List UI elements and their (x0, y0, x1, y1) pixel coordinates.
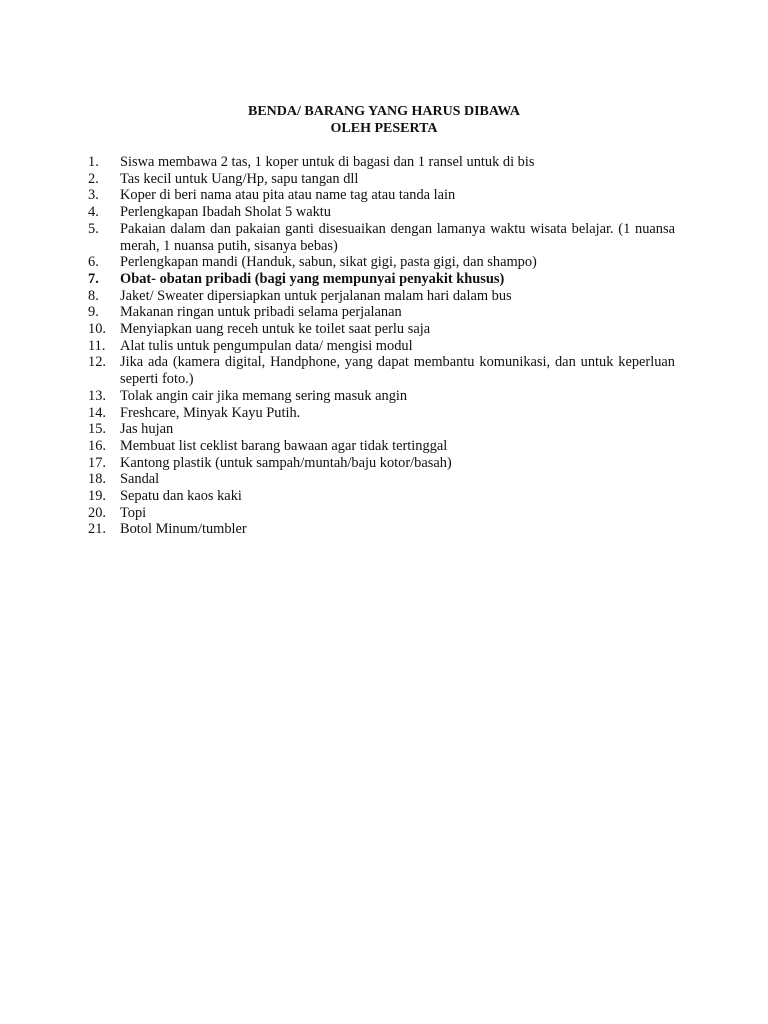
list-item (88, 321, 675, 338)
list-item (88, 471, 675, 488)
list-item (88, 154, 675, 171)
item-text: Membuat list ceklist barang bawaan agar tidak tertinggal (120, 437, 448, 454)
item-text: Obat- obatan pribadi (bagi yang mempunyai penyakit khusus) (120, 270, 505, 287)
item-text: Perlengkapan Ibadah Sholat 5 waktu (120, 204, 332, 221)
item-number: 20. (88, 504, 106, 521)
list-item (88, 171, 675, 188)
item-number: 1. (88, 154, 99, 170)
item-text: Jas hujan (120, 421, 174, 438)
item-text: Freshcare, Minyak Kayu Putih. (120, 404, 301, 421)
item-number: 3. (88, 187, 99, 204)
item-number: 15. (88, 421, 106, 438)
list-item (88, 521, 675, 538)
list-item (88, 187, 675, 204)
item-text: Siswa membawa 2 tas, 1 koper untuk di bagasi dan 1 ransel untuk di bis (120, 154, 535, 170)
item-number: 10. (88, 321, 106, 338)
list-item (88, 388, 675, 405)
item-text: Alat tulis untuk pengumpulan data/ mengisi modul (120, 337, 413, 354)
item-number: 14. (88, 404, 106, 421)
item-number: 7. (88, 270, 99, 287)
item-number: 17. (88, 454, 106, 471)
item-text: Botol Minum/tumbler (120, 521, 247, 538)
list-item (88, 304, 675, 321)
list-item (88, 505, 675, 522)
list-item (88, 354, 675, 387)
item-number: 11. (88, 337, 106, 354)
item-number: 2. (88, 170, 99, 187)
item-number: 13. (88, 387, 106, 404)
document-title (0, 103, 768, 137)
list-item (88, 221, 675, 254)
item-text: Tas kecil untuk Uang/Hp, sapu tangan dll (120, 170, 359, 187)
item-text: Menyiapkan uang receh untuk ke toilet saat perlu saja (120, 321, 431, 338)
item-text: Sandal (120, 471, 160, 488)
item-text: Pakaian dalam dan pakaian ganti disesuaikan dengan lamanya waktu wisata belajar. (1 nuansa merah, 1 nuansa putih, sisanya bebas) (120, 220, 675, 254)
item-text: Topi (120, 504, 147, 521)
item-text: Kantong plastik (untuk sampah/muntah/baju kotor/basah) (120, 454, 452, 471)
title-line-1: BENDA/ BARANG YANG HARUS DIBAWA (247, 104, 520, 119)
item-number: 18. (88, 471, 106, 488)
list-item (88, 204, 675, 221)
list-item (88, 288, 675, 305)
item-number: 5. (88, 220, 99, 237)
list-item-emphasized (88, 271, 675, 288)
list-item (88, 438, 675, 455)
item-number: 19. (88, 488, 106, 505)
item-number: 21. (88, 521, 106, 538)
list-item (88, 254, 675, 271)
item-number: 9. (88, 304, 99, 321)
list-item (88, 405, 675, 422)
item-number: 12. (88, 354, 106, 371)
item-text: Koper di beri nama atau pita atau name tag atau tanda lain (120, 187, 456, 204)
item-text: Perlengkapan mandi (Handuk, sabun, sikat gigi, pasta gigi, dan shampo) (120, 254, 537, 271)
item-number: 4. (88, 204, 99, 221)
list-item (88, 455, 675, 472)
item-text: Sepatu dan kaos kaki (120, 488, 242, 505)
list-item (88, 338, 675, 355)
list-item (88, 488, 675, 505)
item-number: 6. (88, 254, 99, 271)
item-text: Jika ada (kamera digital, Handphone, yang dapat membantu komunikasi, dan untuk keperluan seperti foto.) (120, 354, 675, 388)
list-item (88, 421, 675, 438)
item-text: Tolak angin cair jika memang sering masuk angin (120, 387, 408, 404)
item-text: Makanan ringan untuk pribadi selama perjalanan (120, 304, 402, 321)
item-number: 8. (88, 287, 99, 304)
title-line-2: OLEH PESERTA (330, 121, 438, 136)
item-text: Jaket/ Sweater dipersiapkan untuk perjalanan malam hari dalam bus (120, 287, 512, 304)
item-number: 16. (88, 437, 106, 454)
item-list (88, 154, 675, 538)
